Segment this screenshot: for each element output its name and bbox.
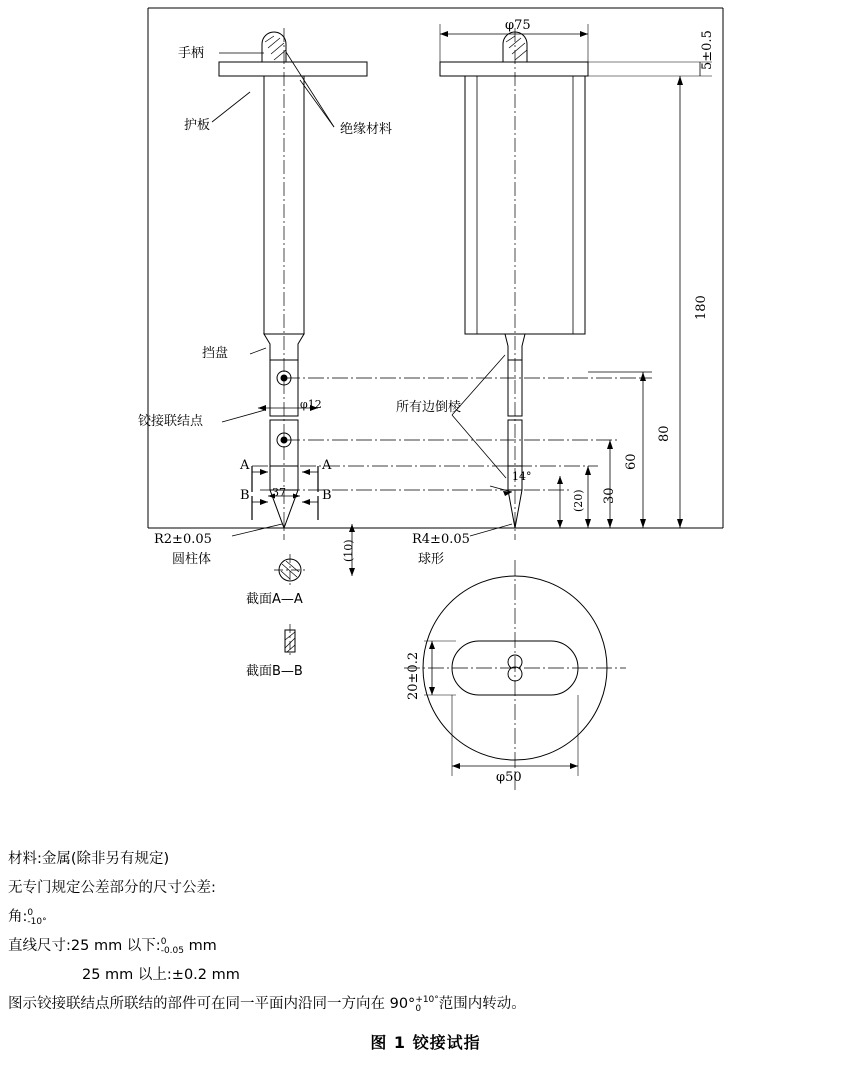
left-handle-knob — [262, 32, 286, 62]
linear-tol-bottom: -0.05 — [160, 946, 184, 957]
note-linear-label: 直线尺寸:25 mm 以下: — [8, 938, 161, 954]
note-angle-label: 角: — [8, 909, 28, 925]
dim-80: 80 — [657, 425, 672, 442]
section-b-left: B — [240, 488, 250, 503]
dim-angle-37: 37 — [272, 486, 286, 499]
dim-20-tol: 20±0.2 — [406, 651, 421, 700]
leader-chamfer-2 — [452, 415, 506, 478]
leader-r4 — [470, 524, 512, 536]
section-b-right: B — [322, 488, 332, 503]
leader-hinge — [222, 410, 265, 422]
rotation-tol-bottom: 0 — [415, 1004, 422, 1015]
note-angle — [8, 903, 808, 932]
label-stop-plate: 挡盘 — [202, 346, 229, 361]
dim-5: 5±0.5 — [700, 30, 715, 70]
right-body — [465, 76, 585, 334]
dim-r4: R4±0.05 — [412, 532, 470, 547]
note-spherical: 球形 — [418, 552, 445, 567]
dim-60: 60 — [624, 453, 639, 470]
section-a-left: A — [240, 458, 250, 473]
leader-insul-1 — [300, 80, 334, 127]
note-linear-above: 25 mm 以上:±0.2 mm — [82, 967, 240, 983]
note-cylinder: 圆柱体 — [172, 552, 212, 567]
angle-tol-bottom: -10° — [27, 917, 47, 928]
label-insulating-material: 绝缘材料 — [340, 122, 393, 137]
leader-guard — [212, 92, 250, 122]
left-guard-plate — [219, 62, 367, 76]
leader-stopplate — [250, 348, 266, 354]
section-a-right: A — [322, 458, 332, 473]
angle-tol-top: 0 — [27, 907, 34, 918]
rotation-tolerance — [415, 996, 438, 1015]
note-linear — [8, 932, 808, 961]
dim-180: 180 — [694, 295, 709, 320]
note-tolerance-intro: 无专门规定公差部分的尺寸公差: — [8, 880, 216, 896]
leader-r2 — [232, 524, 282, 536]
note-rotation-pre: 图示铰接联结点所联结的部件可在同一平面内沿同一方向在 90° — [8, 996, 416, 1012]
dim-r2: R2±0.05 — [154, 532, 212, 547]
dim-10-paren: (10) — [342, 539, 355, 562]
label-handle: 手柄 — [178, 46, 205, 61]
note-material: 材料:金属(除非另有规定) — [8, 851, 170, 867]
note-linear-unit: mm — [188, 938, 217, 954]
label-all-edges-chamfered: 所有边倒棱 — [396, 400, 462, 415]
note-rotation-post: 范围内转动。 — [438, 996, 526, 1012]
dim-20-paren: (20) — [572, 489, 585, 512]
notes-block — [8, 845, 808, 1019]
rotation-tol-top: +10° — [415, 994, 439, 1005]
linear-tolerance — [161, 938, 184, 957]
right-guard-plate — [440, 62, 588, 76]
dim-angle-14: 14° — [512, 470, 532, 483]
dim-dia75: φ75 — [505, 18, 531, 33]
linear-tol-top: 0 — [160, 936, 167, 947]
label-hinge-joint: 铰接联结点 — [138, 414, 204, 429]
label-guard-plate: 护板 — [184, 118, 211, 133]
note-section-bb: 截面B—B — [246, 664, 303, 679]
dim-dia50: φ50 — [496, 770, 522, 785]
figure-caption: 图 1 铰接试指 — [370, 1033, 481, 1052]
note-rotation — [8, 990, 808, 1019]
angle-tolerance — [27, 909, 46, 928]
dim-30: 30 — [602, 487, 617, 504]
dim-dia12: φ12 — [300, 398, 322, 411]
note-section-aa: 截面A—A — [246, 592, 303, 607]
